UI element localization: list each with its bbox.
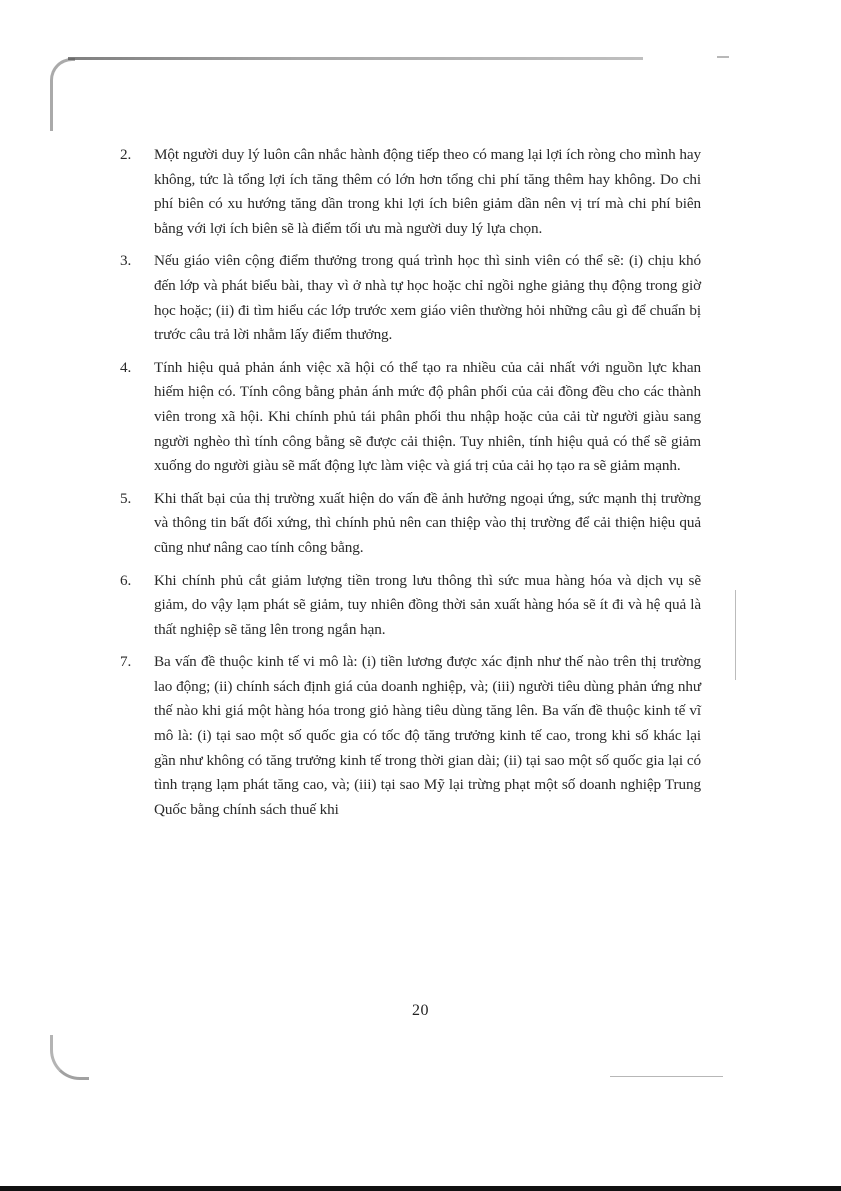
answer-list — [116, 143, 701, 830]
list-item — [116, 487, 701, 561]
scan-bottom-edge — [0, 1186, 841, 1191]
item-number: 5. — [120, 489, 132, 507]
list-item — [116, 356, 701, 479]
list-item — [116, 650, 701, 822]
item-number: 4. — [120, 358, 132, 376]
item-text: Tính hiệu quả phản ánh việc xã hội có thể tạo ra nhiều của cải nhất với nguồn lực khan hiếm hiện có. Tính công bằng phản ánh mức độ phân phối của cải đồng đều cho các thành viên trong xã hội. Khi chính phủ tái phân phối thu nhập hoặc của cải từ người giàu sang người nghèo thì tính công bằng sẽ được cải thiện. Tuy nhiên, tính hiệu quả có thể sẽ giảm xuống do người giàu sẽ mất động lực làm việc và giá trị của cải họ tạo ra sẽ giảm mạnh. — [154, 358, 701, 475]
list-item — [116, 143, 701, 241]
scan-bottom-rule — [610, 1076, 723, 1077]
item-text: Khi thất bại của thị trường xuất hiện do vấn đề ảnh hưởng ngoại ứng, sức mạnh thị trường và thông tin bất đối xứng, thì chính phủ nên can thiệp vào thị trường để cải thiện hiệu quả cũng như nâng cao tính công bằng. — [154, 489, 701, 556]
scan-corner-mark — [50, 1035, 89, 1080]
item-text: Nếu giáo viên cộng điểm thưởng trong quá trình học thì sinh viên có thể sẽ: (i) chịu khó đến lớp và phát biểu bài, thay vì ở nhà tự học hoặc chỉ ngồi nghe giảng thụ động trong giờ học hoặc; (ii) đi tìm hiểu các lớp trước xem giáo viên thường hỏi những câu gì để chuẩn bị trước câu trả lời nhằm lấy điểm thưởng. — [154, 252, 701, 344]
item-number: 7. — [120, 653, 132, 671]
item-number: 3. — [120, 252, 132, 270]
item-number: 6. — [120, 571, 132, 589]
scan-tick-mark — [717, 56, 729, 58]
item-text: Ba vấn đề thuộc kinh tế vi mô là: (i) tiền lương được xác định như thế nào trên thị trường lao động; (ii) chính sách định giá của doanh nghiệp, và; (iii) người tiêu dùng phản ứng như thế nào khi giá một hàng hóa trong giỏ hàng tiêu dùng tăng lên. Ba vấn đề thuộc kinh tế vĩ mô là: (i) tại sao một số quốc gia có tốc độ tăng trưởng kinh tế cao, trong khi số khác lại gần như không có tăng trưởng kinh tế trong thời gian dài; (ii) tại sao một số quốc gia lại có tình trạng lạm phát tăng cao, và; (iii) tại sao Mỹ lại trừng phạt một số doanh nghiệp Trung Quốc bằng chính sách thuế khi — [154, 653, 701, 818]
scan-top-rule — [68, 57, 643, 60]
item-text: Một người duy lý luôn cân nhắc hành động tiếp theo có mang lại lợi ích ròng cho mình hay không, tức là tổng lợi ích tăng thêm có lớn hơn tổng chi phí tăng thêm hay không. Do chi phí biên có xu hướng tăng dần trong khi lợi ích biên giảm dần nên vị trí mà chi phí biên bằng với lợi ích biên sẽ là điểm tối ưu mà người duy lý lựa chọn. — [154, 146, 701, 237]
page-number: 20 — [412, 1002, 429, 1019]
scan-corner-mark — [50, 58, 75, 131]
item-text: Khi chính phủ cắt giảm lượng tiền trong lưu thông thì sức mua hàng hóa và dịch vụ sẽ giảm, do vậy lạm phát sẽ giảm, tuy nhiên đồng thời sản xuất hàng hóa sẽ ít đi và hệ quả là thất nghiệp sẽ tăng lên trong ngắn hạn. — [154, 571, 701, 638]
item-number: 2. — [120, 146, 132, 163]
scan-side-mark — [735, 590, 736, 680]
list-item — [116, 249, 701, 347]
list-item — [116, 569, 701, 643]
